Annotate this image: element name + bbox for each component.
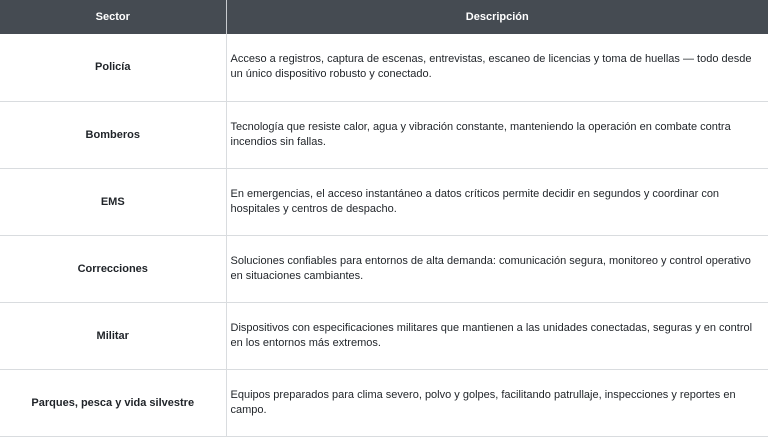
header-description: Descripción — [226, 0, 768, 34]
table-row — [0, 369, 768, 436]
row-sector: Parques, pesca y vida silvestre — [0, 369, 226, 436]
row-sector: Correcciones — [0, 235, 226, 302]
row-sector: Militar — [0, 302, 226, 369]
table-row — [0, 168, 768, 235]
header-sector: Sector — [0, 0, 226, 34]
table-header — [0, 0, 768, 34]
row-sector: EMS — [0, 168, 226, 235]
header-row — [0, 0, 768, 34]
row-description: Acceso a registros, captura de escenas, entrevistas, escaneo de licencias y toma de huellas — todo desde un único dispositivo robusto y conectado. — [226, 34, 768, 101]
row-description: Equipos preparados para clima severo, polvo y golpes, facilitando patrullaje, inspecciones y reportes en campo. — [226, 369, 768, 436]
table-body — [0, 34, 768, 436]
table-row — [0, 101, 768, 168]
table-row — [0, 34, 768, 101]
row-description: Tecnología que resiste calor, agua y vibración constante, manteniendo la operación en combate contra incendios sin fallas. — [226, 101, 768, 168]
row-description: Dispositivos con especificaciones militares que mantienen a las unidades conectadas, seguras y en control en los entornos más extremos. — [226, 302, 768, 369]
table-row — [0, 302, 768, 369]
row-sector: Bomberos — [0, 101, 226, 168]
row-description: En emergencias, el acceso instantáneo a datos críticos permite decidir en segundos y coordinar con hospitales y centros de despacho. — [226, 168, 768, 235]
table-row — [0, 235, 768, 302]
row-sector: Policía — [0, 34, 226, 101]
row-description: Soluciones confiables para entornos de alta demanda: comunicación segura, monitoreo y control operativo en situaciones cambiantes. — [226, 235, 768, 302]
